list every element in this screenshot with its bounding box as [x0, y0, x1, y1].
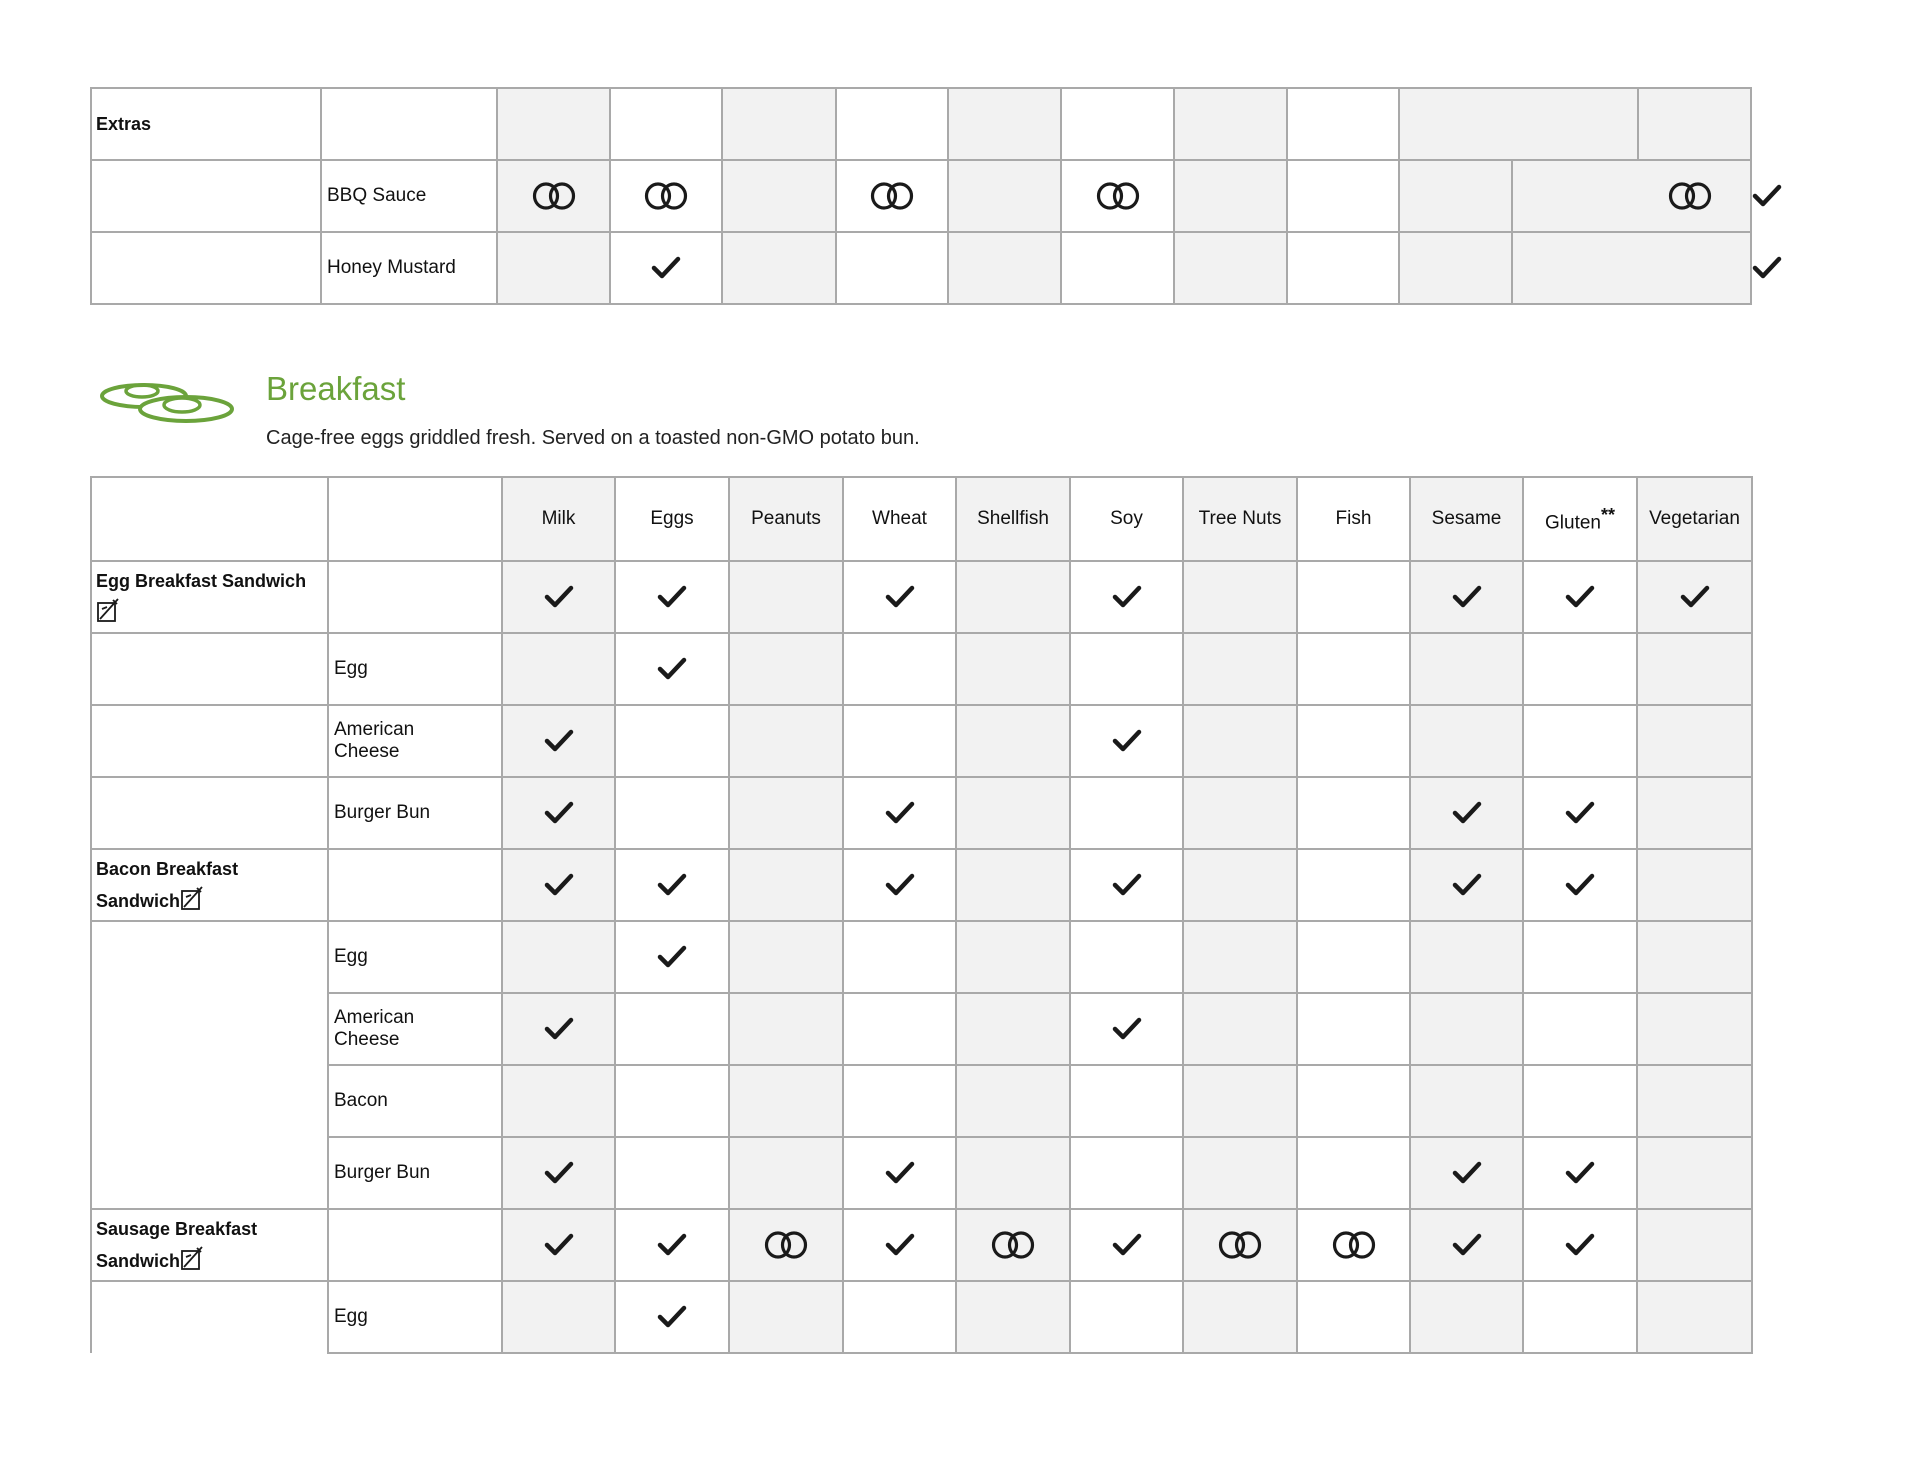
checkmark-icon: [885, 800, 915, 826]
breakfast-row-10-col-9: [1523, 1281, 1637, 1353]
breakfast-row-0-col-4: [956, 561, 1070, 633]
checkmark-icon: [1452, 1160, 1482, 1186]
column-header-milk: [502, 477, 615, 561]
checkmark-icon: [1112, 584, 1142, 610]
menu-item-label: Egg Breakfast Sandwich: [96, 571, 307, 591]
extras-row-0-col-6: [1174, 160, 1287, 232]
column-header-shellfish: [956, 477, 1070, 561]
breakfast-row-8-col-8: [1410, 1137, 1523, 1209]
breakfast-row-10-col-2: [729, 1281, 843, 1353]
column-header-fish: [1297, 477, 1410, 561]
column-header-vegetarian: [1637, 477, 1752, 561]
breakfast-row-6-col-0: [502, 993, 615, 1065]
checkmark-icon: [1112, 872, 1142, 898]
column-header-label: Soy: [1110, 508, 1143, 529]
breakfast-row-0-col-9: [1523, 561, 1637, 633]
breakfast-row-6-col-1: [615, 993, 729, 1065]
breakfast-row-8-col-0: [502, 1137, 615, 1209]
checkmark-icon: [1452, 584, 1482, 610]
menu-item-row: [91, 561, 1752, 633]
breakfast-row-2-col-2: [729, 705, 843, 777]
component-name-cell: American Cheese: [328, 993, 502, 1065]
checkmark-icon: [544, 1232, 574, 1258]
breakfast-row-1-col-1: [615, 633, 729, 705]
menu-item-label: Bacon Breakfast Sandwich: [96, 859, 239, 911]
checkmark-icon: [1452, 800, 1482, 826]
breakfast-row-9-col-4: [956, 1209, 1070, 1281]
interlocking-rings-icon: [1668, 181, 1712, 211]
extras-row-1-col-0: [497, 232, 610, 304]
breakfast-row-3-col-6: [1183, 777, 1297, 849]
breakfast-row-6-col-7: [1297, 993, 1410, 1065]
breakfast-row-3-col-8: [1410, 777, 1523, 849]
gluten-footnote-marker: **: [1600, 504, 1615, 525]
breakfast-row-3-col-3: [843, 777, 956, 849]
extras-row-0-col-1: [610, 160, 722, 232]
table-row: [91, 160, 1751, 232]
checkmark-icon: [657, 584, 687, 610]
interlocking-rings-icon: [870, 181, 914, 211]
breakfast-row-10-col-5: [1070, 1281, 1183, 1353]
breakfast-row-7-col-7: [1297, 1065, 1410, 1137]
section-description: Cage-free eggs griddled fresh. Served on a toasted non-GMO potato bun.: [266, 427, 920, 449]
component-name-cell: Egg: [328, 921, 502, 993]
column-header-label: Milk: [541, 508, 576, 529]
component-row: [91, 993, 1752, 1065]
column-header-tree-nuts: [1183, 477, 1297, 561]
interlocking-rings-icon: [532, 181, 576, 211]
component-row: [91, 777, 1752, 849]
breakfast-row-2-col-0: [502, 705, 615, 777]
extras-row-1-col-9: [1512, 232, 1751, 304]
menu-item-row: [91, 849, 1752, 921]
checkmark-icon: [1680, 584, 1710, 610]
column-header-label: Fish: [1335, 508, 1372, 529]
breakfast-row-1-col-6: [1183, 633, 1297, 705]
breakfast-row-10-col-1: [615, 1281, 729, 1353]
breakfast-row-10-col-6: [1183, 1281, 1297, 1353]
breakfast-row-9-col-0: [502, 1209, 615, 1281]
breakfast-row-0-col-8: [1410, 561, 1523, 633]
breakfast-row-8-col-1: [615, 1137, 729, 1209]
interlocking-rings-icon: [1332, 1230, 1376, 1260]
checkmark-icon: [1752, 183, 1782, 209]
breakfast-row-5-col-5: [1070, 921, 1183, 993]
checkmark-icon: [657, 656, 687, 682]
column-header-label: Wheat: [872, 508, 927, 529]
breakfast-row-5-col-9: [1523, 921, 1637, 993]
breakfast-row-9-col-2: [729, 1209, 843, 1281]
extras-row-1-col-4: [948, 232, 1061, 304]
checkmark-icon: [885, 1232, 915, 1258]
breakfast-row-6-col-4: [956, 993, 1070, 1065]
component-row: [91, 1065, 1752, 1137]
item-name-cell: [91, 777, 328, 849]
component-name-cell: [328, 561, 502, 633]
checkmark-icon: [1565, 800, 1595, 826]
breakfast-row-9-col-8: [1410, 1209, 1523, 1281]
section-title: Breakfast: [266, 370, 406, 407]
menu-item-name: [91, 849, 328, 921]
breakfast-row-10-col-0: [502, 1281, 615, 1353]
breakfast-row-5-col-10: [1637, 921, 1752, 993]
breakfast-row-10-col-10: [1637, 1281, 1752, 1353]
breakfast-row-0-col-2: [729, 561, 843, 633]
component-name-cell: American Cheese: [328, 705, 502, 777]
extras-header-row: [91, 88, 1751, 160]
component-name-cell: Bacon: [328, 1065, 502, 1137]
extras-row-0-col-5: [1061, 160, 1174, 232]
extras-row-0-col-8: [1399, 160, 1512, 232]
breakfast-row-3-col-10: [1637, 777, 1752, 849]
component-name-cell: BBQ Sauce: [321, 160, 497, 232]
extras-row-0-col-4: [948, 160, 1061, 232]
column-header-gluten: [1523, 477, 1637, 561]
breakfast-row-10-col-7: [1297, 1281, 1410, 1353]
breakfast-row-1-col-8: [1410, 633, 1523, 705]
breakfast-row-4-col-7: [1297, 849, 1410, 921]
interlocking-rings-icon: [991, 1230, 1035, 1260]
breakfast-row-4-col-0: [502, 849, 615, 921]
column-header-soy: [1070, 477, 1183, 561]
extras-allergen-table: [90, 87, 1752, 305]
column-header-label: Gluten: [1545, 512, 1601, 534]
checkmark-icon: [544, 1016, 574, 1042]
breakfast-row-3-col-0: [502, 777, 615, 849]
breakfast-row-2-col-1: [615, 705, 729, 777]
interlocking-rings-icon: [1218, 1230, 1262, 1260]
breakfast-allergen-table: [90, 476, 1753, 1354]
component-name-cell: Egg: [328, 633, 502, 705]
breakfast-row-5-col-7: [1297, 921, 1410, 993]
breakfast-row-4-col-2: [729, 849, 843, 921]
component-name-cell: Honey Mustard: [321, 232, 497, 304]
component-row: [91, 921, 1752, 993]
breakfast-row-8-col-5: [1070, 1137, 1183, 1209]
checkmark-icon: [1112, 1232, 1142, 1258]
menu-item-label: Sausage Breakfast Sandwich: [96, 1219, 258, 1271]
column-header-label: Eggs: [650, 508, 694, 529]
edit-pencil-icon: [180, 885, 204, 911]
checkmark-icon: [657, 944, 687, 970]
extras-row-1-col-8: [1399, 232, 1512, 304]
column-header-label: Shellfish: [977, 508, 1049, 529]
breakfast-row-1-col-10: [1637, 633, 1752, 705]
checkmark-icon: [1565, 1232, 1595, 1258]
column-header-wheat: [843, 477, 956, 561]
breakfast-row-1-col-3: [843, 633, 956, 705]
extras-row-1-col-2: [722, 232, 836, 304]
breakfast-row-6-col-2: [729, 993, 843, 1065]
breakfast-row-4-col-10: [1637, 849, 1752, 921]
checkmark-icon: [1752, 255, 1782, 281]
header-blank-item: [91, 477, 328, 561]
breakfast-row-7-col-4: [956, 1065, 1070, 1137]
breakfast-row-9-col-1: [615, 1209, 729, 1281]
breakfast-row-0-col-1: [615, 561, 729, 633]
breakfast-row-5-col-3: [843, 921, 956, 993]
breakfast-row-2-col-6: [1183, 705, 1297, 777]
checkmark-icon: [1452, 872, 1482, 898]
breakfast-row-7-col-1: [615, 1065, 729, 1137]
component-name-cell: Burger Bun: [328, 1137, 502, 1209]
breakfast-row-3-col-1: [615, 777, 729, 849]
checkmark-icon: [1565, 584, 1595, 610]
extras-row-0-col-3: [836, 160, 948, 232]
checkmark-icon: [544, 584, 574, 610]
breakfast-row-7-col-5: [1070, 1065, 1183, 1137]
breakfast-row-8-col-9: [1523, 1137, 1637, 1209]
checkmark-icon: [1112, 1016, 1142, 1042]
breakfast-row-1-col-4: [956, 633, 1070, 705]
column-header-sesame: [1410, 477, 1523, 561]
breakfast-row-5-col-2: [729, 921, 843, 993]
breakfast-row-3-col-9: [1523, 777, 1637, 849]
menu-item-name: [91, 561, 328, 633]
breakfast-row-0-col-3: [843, 561, 956, 633]
breakfast-row-10-col-3: [843, 1281, 956, 1353]
breakfast-row-5-col-0: [502, 921, 615, 993]
column-header-label: Tree Nuts: [1198, 508, 1282, 529]
breakfast-row-6-col-5: [1070, 993, 1183, 1065]
breakfast-row-0-col-7: [1297, 561, 1410, 633]
extras-section-label: Extras: [91, 88, 321, 160]
breakfast-row-8-col-6: [1183, 1137, 1297, 1209]
checkmark-icon: [1452, 1232, 1482, 1258]
component-name-cell: [328, 1209, 502, 1281]
breakfast-row-7-col-10: [1637, 1065, 1752, 1137]
item-name-cell: [91, 232, 321, 304]
checkmark-icon: [544, 1160, 574, 1186]
breakfast-row-5-col-8: [1410, 921, 1523, 993]
item-name-cell: [91, 160, 321, 232]
breakfast-row-9-col-6: [1183, 1209, 1297, 1281]
breakfast-row-1-col-2: [729, 633, 843, 705]
component-row: [91, 1137, 1752, 1209]
edit-pencil-icon: [180, 1245, 204, 1271]
breakfast-row-2-col-9: [1523, 705, 1637, 777]
breakfast-row-4-col-3: [843, 849, 956, 921]
column-header-label: Peanuts: [751, 508, 821, 529]
breakfast-row-0-col-10: [1637, 561, 1752, 633]
breakfast-row-0-col-6: [1183, 561, 1297, 633]
checkmark-icon: [1565, 1160, 1595, 1186]
checkmark-icon: [1112, 728, 1142, 754]
breakfast-header-row: [91, 477, 1752, 561]
breakfast-row-8-col-10: [1637, 1137, 1752, 1209]
component-name-cell: Burger Bun: [328, 777, 502, 849]
extras-row-0-col-9: [1512, 160, 1751, 232]
extras-row-1-col-7: [1287, 232, 1399, 304]
item-name-cell: [91, 633, 328, 705]
breakfast-row-2-col-3: [843, 705, 956, 777]
interlocking-rings-icon: [644, 181, 688, 211]
breakfast-row-3-col-2: [729, 777, 843, 849]
item-name-cell: [91, 705, 328, 777]
checkmark-icon: [651, 255, 681, 281]
table-row: [91, 232, 1751, 304]
fried-eggs-icon: [100, 378, 236, 426]
breakfast-row-3-col-7: [1297, 777, 1410, 849]
breakfast-row-9-col-7: [1297, 1209, 1410, 1281]
item-name-cell: [91, 921, 328, 1209]
breakfast-row-7-col-9: [1523, 1065, 1637, 1137]
breakfast-row-6-col-10: [1637, 993, 1752, 1065]
extras-row-1-col-3: [836, 232, 948, 304]
column-header-label: Sesame: [1431, 508, 1502, 529]
breakfast-row-3-col-5: [1070, 777, 1183, 849]
breakfast-row-0-col-0: [502, 561, 615, 633]
breakfast-row-6-col-9: [1523, 993, 1637, 1065]
breakfast-row-1-col-9: [1523, 633, 1637, 705]
checkmark-icon: [885, 1160, 915, 1186]
breakfast-row-5-col-4: [956, 921, 1070, 993]
column-header-eggs: [615, 477, 729, 561]
breakfast-row-5-col-1: [615, 921, 729, 993]
breakfast-row-2-col-4: [956, 705, 1070, 777]
extras-row-0-col-7: [1287, 160, 1399, 232]
breakfast-row-4-col-8: [1410, 849, 1523, 921]
breakfast-row-10-col-8: [1410, 1281, 1523, 1353]
breakfast-row-4-col-4: [956, 849, 1070, 921]
edit-pencil-icon: [96, 597, 120, 623]
item-name-cell: [91, 1281, 328, 1353]
breakfast-row-2-col-5: [1070, 705, 1183, 777]
breakfast-row-2-col-10: [1637, 705, 1752, 777]
breakfast-row-6-col-3: [843, 993, 956, 1065]
breakfast-row-2-col-8: [1410, 705, 1523, 777]
extras-row-1-col-5: [1061, 232, 1174, 304]
checkmark-icon: [657, 872, 687, 898]
breakfast-row-9-col-10: [1637, 1209, 1752, 1281]
breakfast-row-7-col-8: [1410, 1065, 1523, 1137]
breakfast-row-8-col-4: [956, 1137, 1070, 1209]
breakfast-row-1-col-5: [1070, 633, 1183, 705]
breakfast-row-8-col-3: [843, 1137, 956, 1209]
breakfast-row-5-col-6: [1183, 921, 1297, 993]
breakfast-row-10-col-4: [956, 1281, 1070, 1353]
breakfast-row-7-col-0: [502, 1065, 615, 1137]
component-name-cell: Egg: [328, 1281, 502, 1353]
breakfast-row-7-col-2: [729, 1065, 843, 1137]
breakfast-row-4-col-6: [1183, 849, 1297, 921]
component-row: [91, 1281, 1752, 1353]
breakfast-row-7-col-6: [1183, 1065, 1297, 1137]
breakfast-row-4-col-9: [1523, 849, 1637, 921]
extras-header-blank: [321, 88, 497, 160]
breakfast-row-9-col-9: [1523, 1209, 1637, 1281]
checkmark-icon: [544, 800, 574, 826]
breakfast-row-0-col-5: [1070, 561, 1183, 633]
checkmark-icon: [1565, 872, 1595, 898]
checkmark-icon: [544, 872, 574, 898]
checkmark-icon: [657, 1304, 687, 1330]
menu-item-row: [91, 1209, 1752, 1281]
extras-row-1-col-6: [1174, 232, 1287, 304]
breakfast-row-7-col-3: [843, 1065, 956, 1137]
interlocking-rings-icon: [764, 1230, 808, 1260]
extras-row-0-col-2: [722, 160, 836, 232]
breakfast-row-6-col-6: [1183, 993, 1297, 1065]
checkmark-icon: [885, 584, 915, 610]
interlocking-rings-icon: [1096, 181, 1140, 211]
column-header-label: Vegetarian: [1649, 508, 1740, 529]
breakfast-row-2-col-7: [1297, 705, 1410, 777]
menu-item-name: [91, 1209, 328, 1281]
checkmark-icon: [885, 872, 915, 898]
breakfast-row-3-col-4: [956, 777, 1070, 849]
breakfast-row-8-col-7: [1297, 1137, 1410, 1209]
header-blank-component: [328, 477, 502, 561]
column-header-peanuts: [729, 477, 843, 561]
extras-row-1-col-1: [610, 232, 722, 304]
breakfast-row-6-col-8: [1410, 993, 1523, 1065]
extras-row-0-col-0: [497, 160, 610, 232]
component-row: [91, 705, 1752, 777]
breakfast-row-1-col-0: [502, 633, 615, 705]
breakfast-row-1-col-7: [1297, 633, 1410, 705]
checkmark-icon: [657, 1232, 687, 1258]
breakfast-row-9-col-5: [1070, 1209, 1183, 1281]
component-name-cell: [328, 849, 502, 921]
checkmark-icon: [544, 728, 574, 754]
breakfast-row-4-col-1: [615, 849, 729, 921]
breakfast-row-8-col-2: [729, 1137, 843, 1209]
breakfast-row-4-col-5: [1070, 849, 1183, 921]
breakfast-row-9-col-3: [843, 1209, 956, 1281]
component-row: [91, 633, 1752, 705]
